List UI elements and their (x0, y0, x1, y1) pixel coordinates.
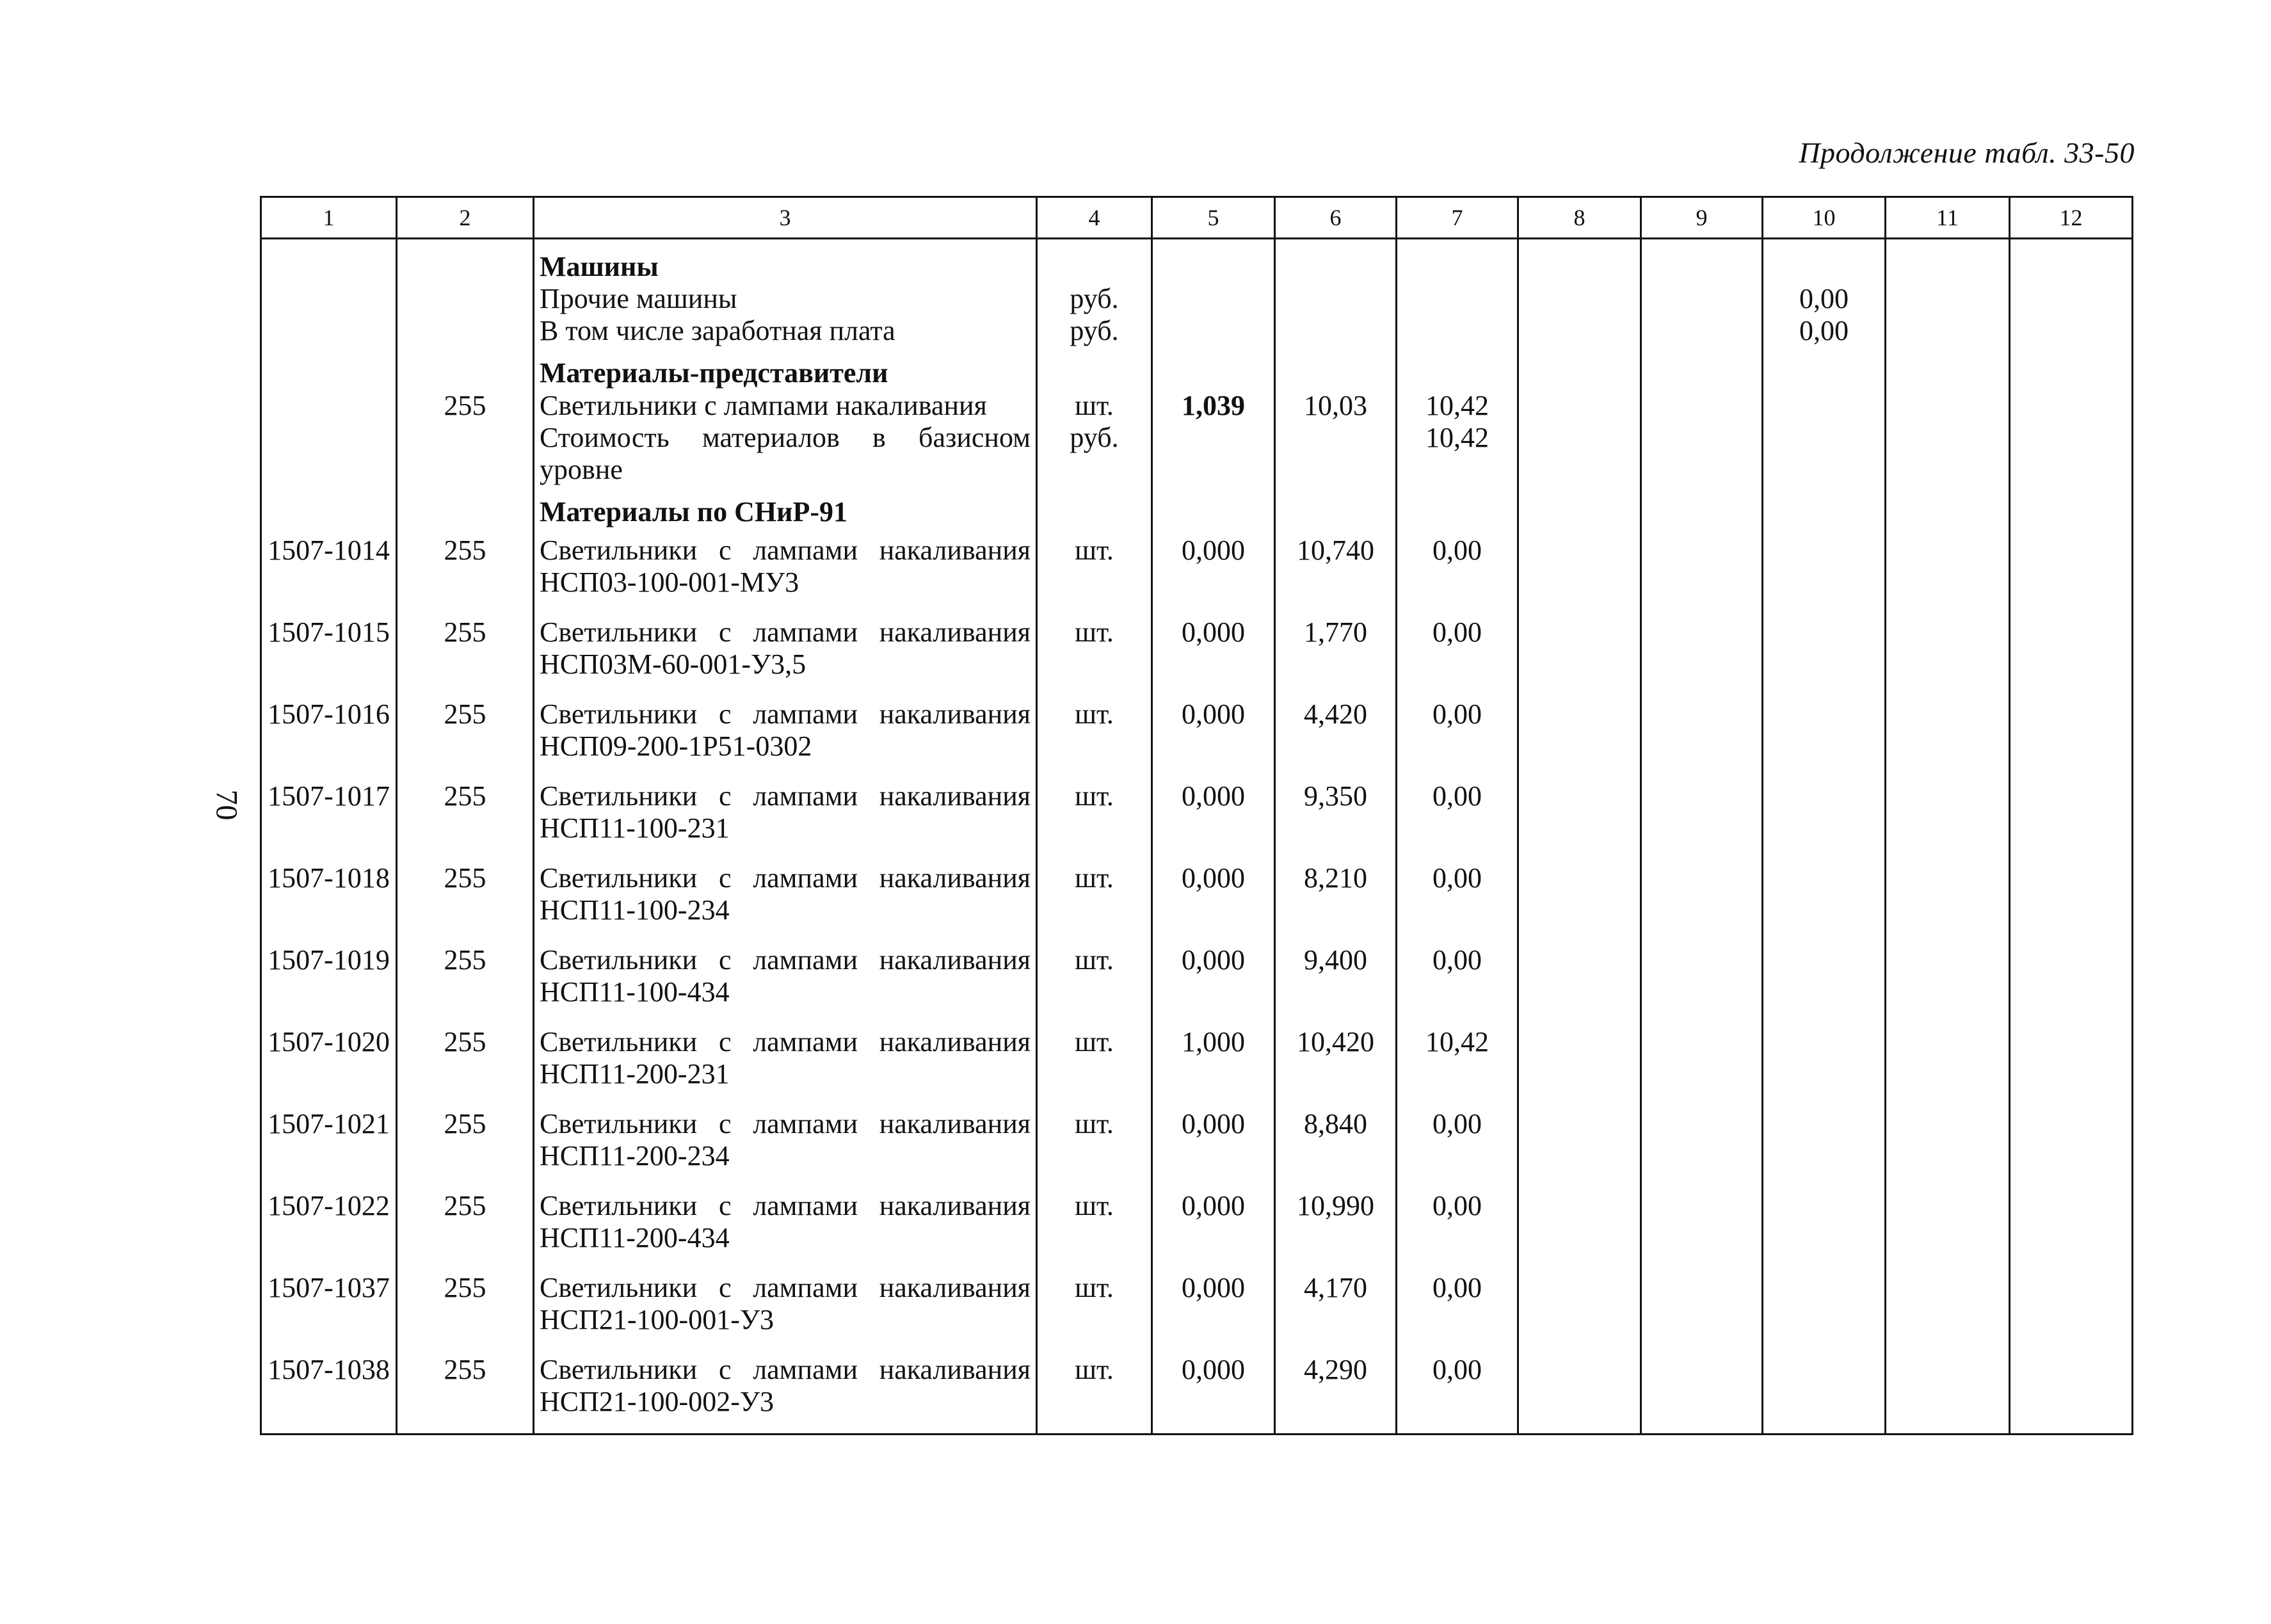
row-unit: шт. (1037, 1184, 1152, 1266)
row-value-col7: 0,00 (1397, 1266, 1518, 1347)
row-name: Светильники с лампами накаливания НСП11-200-234 (534, 1102, 1037, 1184)
row-value-col5: 0,000 (1152, 1347, 1275, 1435)
row-name: Светильники с лампами накаливания НСП11-100-231 (534, 774, 1037, 856)
row-code: 1507-1038 (261, 1347, 397, 1435)
row-unit: шт. (1037, 528, 1152, 610)
row-value-col6: 10,420 (1275, 1020, 1397, 1102)
row-value-col6: 10,03 (1275, 390, 1397, 422)
row-group: 255 (397, 1020, 534, 1102)
row-value-col6: 10,740 (1275, 528, 1397, 610)
section-title: Машины (534, 239, 1037, 284)
row-group: 255 (397, 390, 534, 422)
row-group: 255 (397, 528, 534, 610)
row-value-col6: 4,420 (1275, 692, 1397, 774)
table-row (261, 1102, 2133, 1184)
row-value-col6: 8,840 (1275, 1102, 1397, 1184)
row-name: Светильники с лампами накаливания НСП09-200-1Р51-0302 (534, 692, 1037, 774)
table-row (261, 1266, 2133, 1347)
row-unit: шт. (1037, 938, 1152, 1020)
table-row (261, 938, 2133, 1020)
row-group: 255 (397, 774, 534, 856)
section-row (261, 347, 2133, 389)
row-name: Светильники с лампами накаливания НСП03-100-001-МУ3 (534, 528, 1037, 610)
header-row (261, 197, 2133, 239)
section-title: Материалы по СНиР-91 (534, 486, 1037, 528)
column-header: 6 (1275, 197, 1397, 239)
row-value-col5: 1,039 (1152, 390, 1275, 422)
row-value-col7: 0,00 (1397, 1102, 1518, 1184)
row-unit: руб. (1037, 283, 1152, 315)
row-unit: шт. (1037, 692, 1152, 774)
row-code: 1507-1018 (261, 856, 397, 938)
row-unit: шт. (1037, 1347, 1152, 1435)
row-value-col7: 0,00 (1397, 692, 1518, 774)
row-value-col6: 9,350 (1275, 774, 1397, 856)
row-value-col5: 0,000 (1152, 610, 1275, 692)
table-row (261, 422, 2133, 486)
row-group: 255 (397, 1266, 534, 1347)
row-value-col5: 0,000 (1152, 692, 1275, 774)
row-value-col5: 0,000 (1152, 1184, 1275, 1266)
row-code: 1507-1016 (261, 692, 397, 774)
column-header: 12 (2010, 197, 2133, 239)
row-value-col7: 0,00 (1397, 1184, 1518, 1266)
row-group: 255 (397, 1347, 534, 1435)
row-value-col6: 4,170 (1275, 1266, 1397, 1347)
row-group: 255 (397, 938, 534, 1020)
table-row (261, 315, 2133, 347)
row-group: 255 (397, 610, 534, 692)
table-row (261, 1184, 2133, 1266)
table-row (261, 856, 2133, 938)
section-row (261, 239, 2133, 284)
column-header: 3 (534, 197, 1037, 239)
row-value-col5: 0,000 (1152, 528, 1275, 610)
column-header: 8 (1518, 197, 1641, 239)
column-header: 7 (1397, 197, 1518, 239)
estimate-table (260, 196, 2133, 1435)
row-value-col10: 0,00 (1763, 315, 1886, 347)
table-row (261, 1020, 2133, 1102)
row-code: 1507-1015 (261, 610, 397, 692)
row-unit: шт. (1037, 1020, 1152, 1102)
row-value-col5: 0,000 (1152, 856, 1275, 938)
row-code: 1507-1021 (261, 1102, 397, 1184)
row-value-col7: 10,42 (1397, 1020, 1518, 1102)
table-row (261, 390, 2133, 422)
row-code: 1507-1022 (261, 1184, 397, 1266)
row-value-col7: 10,42 (1397, 390, 1518, 422)
row-unit: шт. (1037, 856, 1152, 938)
row-name: В том числе заработная плата (534, 315, 1037, 347)
row-group: 255 (397, 1184, 534, 1266)
column-header: 10 (1763, 197, 1886, 239)
column-header: 1 (261, 197, 397, 239)
row-value-col7: 0,00 (1397, 856, 1518, 938)
row-name: Светильники с лампами накаливания (534, 390, 1037, 422)
section-title: Материалы-представители (534, 347, 1037, 389)
table-row (261, 610, 2133, 692)
row-group: 255 (397, 856, 534, 938)
row-value-col7: 0,00 (1397, 774, 1518, 856)
row-unit: шт. (1037, 610, 1152, 692)
row-value-col7: 0,00 (1397, 610, 1518, 692)
row-value-col5: 0,000 (1152, 938, 1275, 1020)
row-code: 1507-1037 (261, 1266, 397, 1347)
row-name: Светильники с лампами накаливания НСП11-100-434 (534, 938, 1037, 1020)
section-row (261, 486, 2133, 528)
row-unit: шт. (1037, 390, 1152, 422)
row-name: Светильники с лампами накаливания НСП21-100-001-У3 (534, 1266, 1037, 1347)
column-header: 5 (1152, 197, 1275, 239)
row-unit: шт. (1037, 774, 1152, 856)
row-value-col5: 1,000 (1152, 1020, 1275, 1102)
row-name: Светильники с лампами накаливания НСП21-100-002-У3 (534, 1347, 1037, 1435)
row-unit: руб. (1037, 315, 1152, 347)
row-group: 255 (397, 1102, 534, 1184)
table-row (261, 1347, 2133, 1435)
column-header: 11 (1886, 197, 2010, 239)
table-caption: Продолжение табл. 33-50 (1799, 136, 2135, 169)
row-value-col7: 0,00 (1397, 1347, 1518, 1435)
row-value-col6: 1,770 (1275, 610, 1397, 692)
row-value-col10: 0,00 (1763, 283, 1886, 315)
row-value-col6: 8,210 (1275, 856, 1397, 938)
row-value-col6: 4,290 (1275, 1347, 1397, 1435)
row-name: Светильники с лампами накаливания НСП03М-60-001-У3,5 (534, 610, 1037, 692)
row-code: 1507-1019 (261, 938, 397, 1020)
table-body (261, 239, 2133, 1435)
row-code: 1507-1020 (261, 1020, 397, 1102)
row-unit: руб. (1037, 422, 1152, 486)
row-name: Светильники с лампами накаливания НСП11-200-434 (534, 1184, 1037, 1266)
row-value-col5: 0,000 (1152, 1266, 1275, 1347)
table-row (261, 774, 2133, 856)
table-row (261, 528, 2133, 610)
row-name: Прочие машины (534, 283, 1037, 315)
row-value-col6: 9,400 (1275, 938, 1397, 1020)
row-name: Светильники с лампами накаливания НСП11-200-231 (534, 1020, 1037, 1102)
table-row (261, 283, 2133, 315)
row-group: 255 (397, 692, 534, 774)
row-value-col7: 0,00 (1397, 938, 1518, 1020)
column-header: 9 (1641, 197, 1763, 239)
row-unit: шт. (1037, 1102, 1152, 1184)
page-number: 70 (209, 789, 244, 821)
row-value-col5: 0,000 (1152, 1102, 1275, 1184)
row-code: 1507-1014 (261, 528, 397, 610)
table-row (261, 692, 2133, 774)
row-value-col5: 0,000 (1152, 774, 1275, 856)
row-name: Светильники с лампами накаливания НСП11-100-234 (534, 856, 1037, 938)
row-value-col6: 10,990 (1275, 1184, 1397, 1266)
column-header: 4 (1037, 197, 1152, 239)
row-value-col7: 10,42 (1397, 422, 1518, 486)
column-header: 2 (397, 197, 534, 239)
row-code: 1507-1017 (261, 774, 397, 856)
row-name: Стоимость материалов в базисном уровне (534, 422, 1037, 486)
row-value-col7: 0,00 (1397, 528, 1518, 610)
row-unit: шт. (1037, 1266, 1152, 1347)
